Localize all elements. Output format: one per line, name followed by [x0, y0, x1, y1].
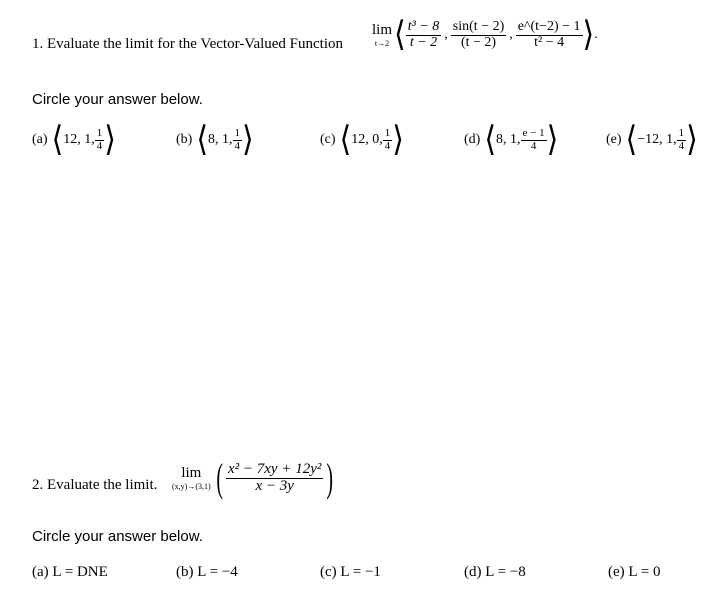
q1-choice-c[interactable] — [320, 120, 404, 159]
right-angle-bracket: ⟩ — [546, 120, 559, 159]
period: . — [594, 27, 598, 43]
comma: , — [444, 27, 448, 43]
choice-fraction — [677, 128, 687, 152]
choice-fraction — [521, 128, 547, 152]
q2-lim-subscript: (x,y)→(3,1) — [172, 482, 211, 491]
fraction-numerator: 1 — [384, 126, 391, 139]
choice-label: (d) — [464, 132, 481, 147]
fraction-numerator: e − 1 — [522, 126, 545, 139]
q2-choice-e[interactable]: (e) L = 0 — [608, 564, 661, 580]
right-angle-bracket: ⟩ — [392, 120, 404, 159]
question-1-text: 1. Evaluate the limit for the Vector-Valued Function — [32, 36, 344, 52]
q2-denominator: x − 3y — [255, 477, 294, 494]
q1-f2-denominator: (t − 2) — [460, 34, 497, 50]
q2-limit-expression — [172, 455, 337, 500]
question-2-text: 2. Evaluate the limit. — [32, 477, 158, 493]
left-angle-bracket: ⟨ — [339, 120, 352, 159]
q1-choice-d[interactable] — [464, 120, 559, 159]
q1-component-3 — [516, 20, 583, 50]
q1-lim-word: lim — [372, 22, 393, 39]
fraction-denominator: 4 — [384, 139, 391, 152]
right-angle-bracket: ⟩ — [242, 120, 254, 159]
q1-lim — [372, 22, 392, 48]
q1-lim-subscript: t→2 — [374, 39, 390, 49]
q2-fraction — [226, 462, 323, 495]
choice-values: 8, 1, — [208, 132, 233, 147]
q2-lim — [172, 465, 211, 491]
choice-fraction — [233, 128, 243, 152]
left-paren: ( — [215, 455, 223, 500]
q1-choice-a[interactable] — [32, 120, 116, 159]
fraction-numerator: 1 — [234, 126, 241, 139]
left-angle-bracket: ⟨ — [484, 120, 497, 159]
choice-values: −12, 1, — [637, 132, 677, 147]
q1-instruction: Circle your answer below. — [32, 91, 203, 108]
q2-choice-c[interactable]: (c) L = −1 — [320, 564, 381, 580]
q2-choice-a[interactable]: (a) L = DNE — [32, 564, 108, 580]
q1-f2-numerator: sin(t − 2) — [452, 19, 505, 34]
q2-instruction: Circle your answer below. — [32, 528, 203, 545]
right-angle-bracket: ⟩ — [104, 120, 116, 159]
choice-fraction — [383, 128, 393, 152]
q2-choice-d[interactable]: (d) L = −8 — [464, 564, 526, 580]
choice-values: 12, 0, — [351, 132, 383, 147]
left-angle-bracket: ⟨ — [625, 120, 638, 159]
comma: , — [509, 27, 513, 43]
fraction-denominator: 4 — [530, 139, 537, 152]
q1-f1-numerator: t³ − 8 — [407, 19, 440, 34]
q1-choice-e[interactable] — [606, 120, 698, 159]
q2-numerator: x² − 7xy + 12y² — [227, 460, 322, 477]
left-angle-bracket: ⟨ — [196, 120, 209, 159]
choice-label: (e) — [606, 132, 622, 147]
left-angle-bracket: ⟨ — [51, 120, 64, 159]
fraction-numerator: 1 — [678, 126, 685, 139]
right-angle-bracket: ⟩ — [582, 15, 595, 54]
q1-f1-denominator: t − 2 — [409, 34, 438, 50]
choice-values: 12, 1, — [63, 132, 95, 147]
choice-label: (a) — [32, 132, 48, 147]
q1-component-2 — [451, 20, 506, 50]
right-angle-bracket: ⟩ — [686, 120, 698, 159]
choice-values: 8, 1, — [496, 132, 521, 147]
right-paren: ) — [326, 455, 334, 500]
fraction-denominator: 4 — [96, 139, 103, 152]
choice-fraction — [95, 128, 105, 152]
q1-f3-denominator: t² − 4 — [534, 34, 565, 50]
fraction-numerator: 1 — [96, 126, 103, 139]
q1-choice-b[interactable] — [176, 120, 254, 159]
q2-lim-word: lim — [181, 465, 202, 481]
q1-vector-limit — [372, 15, 598, 54]
fraction-denominator: 4 — [678, 139, 685, 152]
choice-label: (c) — [320, 132, 336, 147]
fraction-denominator: 4 — [234, 139, 241, 152]
q1-component-1 — [406, 20, 442, 50]
q2-choice-b[interactable]: (b) L = −4 — [176, 564, 238, 580]
q1-f3-numerator: e^(t−2) − 1 — [517, 19, 581, 34]
choice-label: (b) — [176, 132, 193, 147]
left-angle-bracket: ⟨ — [394, 15, 406, 54]
